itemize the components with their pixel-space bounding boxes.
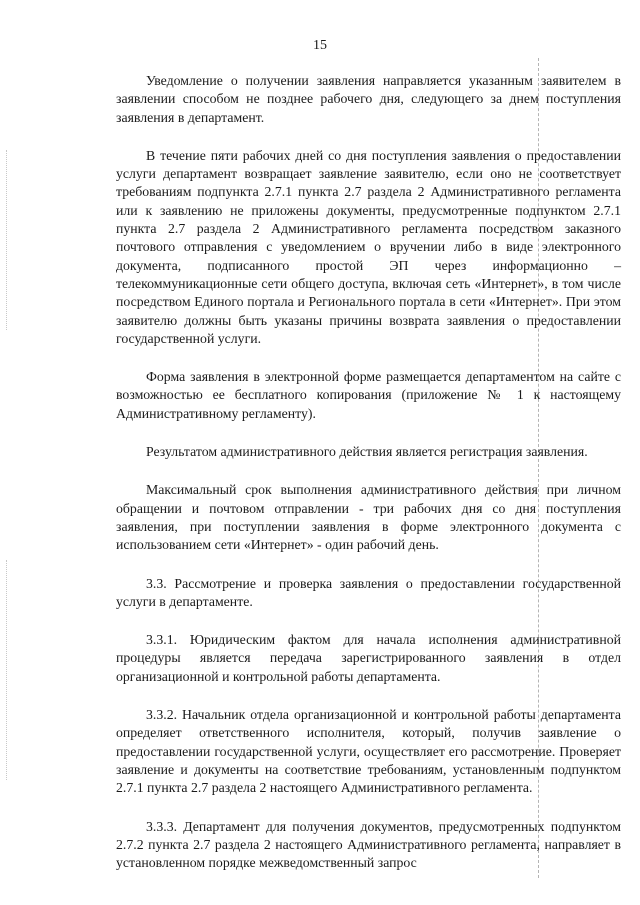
paragraph-notification: Уведомление о получении заявления направляется указанным заявителем в заявлении способом не позднее рабочего дня, следующего за днем поступления заявления в департамент. xyxy=(116,73,621,125)
paragraph-return-application: В течение пяти рабочих дней со дня поступления заявления о предоставлении услуги департамент возвращает заявление заявителю, если оно не соответствует требованиям подпункта 2.7.1 пункта 2.7 раздела 2 Административного регламента или к заявлению не приложены документы, предусмотренные подпунктом 2.7.1 пункта 2.7 раздела 2 Административного регламента посредством заказного почтового отправления с уведомлением о вручении либо в виде электронного документа, подписанного простой ЭП через информационно – телекоммуникационные сети общего доступа, включая сеть «Интернет», в том числе посредством Единого портала и Регионального портала в сети «Интернет». При этом заявителю должны быть указаны причины возврата заявления о предоставлении государственной услуги. xyxy=(116,147,621,346)
section-3-3-heading: 3.3. Рассмотрение и проверка заявления о предоставлении государственной услуги в департаменте. xyxy=(116,575,621,609)
paragraph-result: Результатом административного действия является регистрация заявления. xyxy=(146,444,588,460)
paragraph-3-3-2: 3.3.2. Начальник отдела организационной и контрольной работы департамента определяет ответственного исполнителя, который, получив заявление о предоставлении государственной услуги, осуществляет его рассмотрение. Проверяет заявление и документы на соответствие требованиям, установленным подпунктом 2.7.1 пункта 2.7 раздела 2 настоящего Административного регламента. xyxy=(116,707,621,796)
scan-margin-mark xyxy=(6,150,7,330)
document-body xyxy=(116,72,621,892)
paragraph-max-term: Максимальный срок выполнения административного действия при личном обращении и почтовом отправлении - три рабочих дня со дня поступления заявления, при поступлении заявления в форме электронного документа с использованием сети «Интернет» - один рабочий день. xyxy=(116,482,621,553)
paragraph-3-3-3: 3.3.3. Департамент для получения документов, предусмотренных подпунктом 2.7.2 пункта 2.7 раздела 2 настоящего Административного регламента, направляет в установленном порядке межведомственный запрос xyxy=(116,818,621,871)
paragraph-3-3-1: 3.3.1. Юридическим фактом для начала исполнения административной процедуры является передача зарегистрированного заявления в отдел организационной и контрольной работы департамента. xyxy=(116,632,621,684)
page-number: 15 xyxy=(313,38,327,53)
paragraph-electronic-form: Форма заявления в электронной форме размещается департаментом на сайте с возможностью ее бесплатного копирования (приложение № 1 к настоящему Административному регламенту). xyxy=(116,369,621,421)
scan-margin-mark xyxy=(6,560,7,780)
